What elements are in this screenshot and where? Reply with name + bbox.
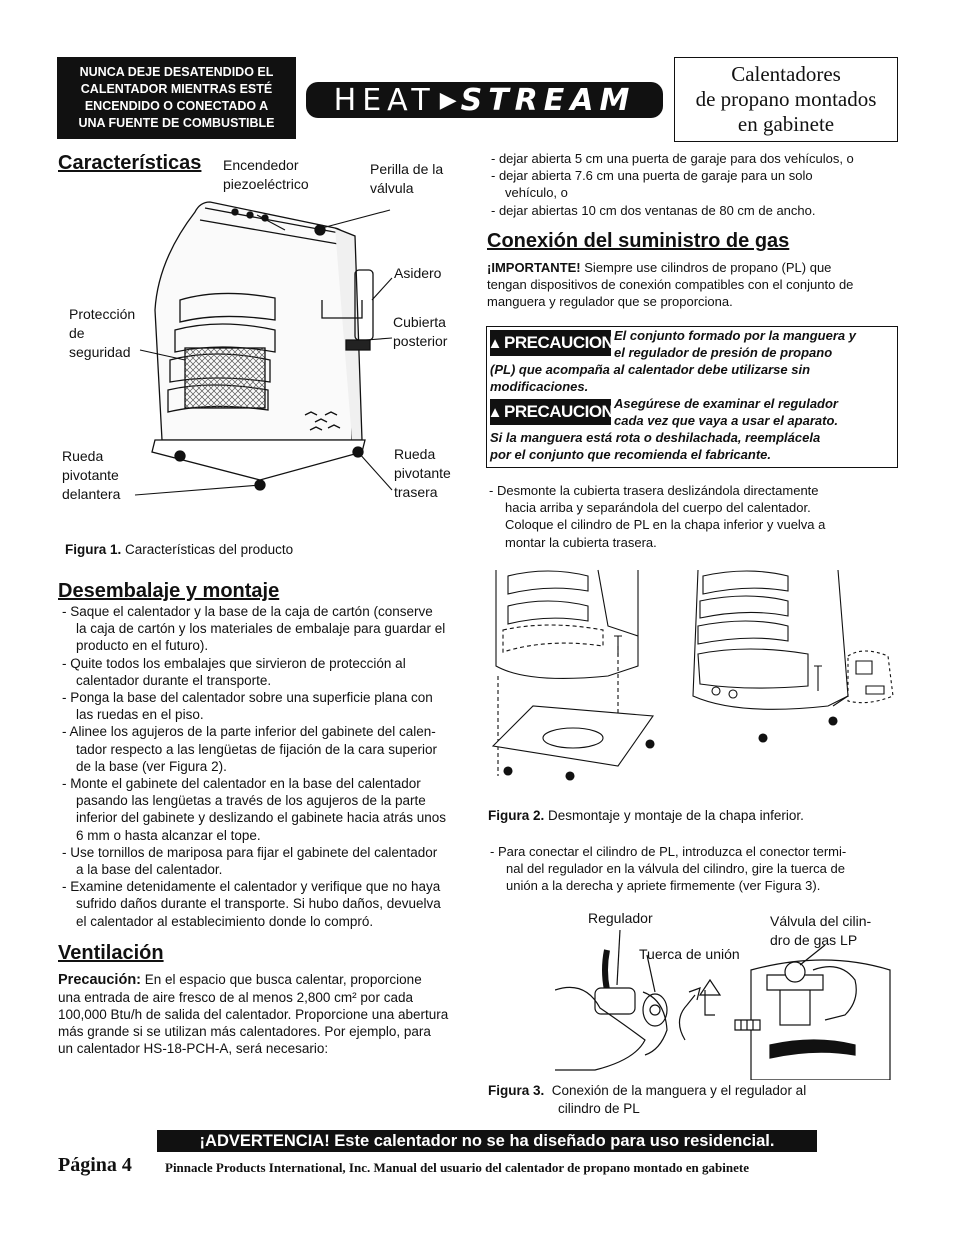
text-line: (PL) que acompaña al calentador debe utilizarse sin [490,362,811,377]
step2-text: - Para conectar el cilindro de PL, introduzca el conector termi- nal del regulador en la válvula del cilindro, gire la tuerca de unión a la derecha y apriete firmemente (ver Figura 3). [490,843,900,895]
text-line: nal del regulador en la válvula del cilindro, gire la tuerca de [506,861,845,877]
list-item-line: Saque el calentador y la base de la caja de cartón (conserve [70,604,433,619]
badge-text: PRECAUCION [504,402,614,421]
list-item-line: Examine detenidamente el calentador y verifique que no haya [70,879,441,895]
step1-text: - Desmonte la cubierta trasera deslizándola directamente hacia arriba y separándola del cuerpo del calentador. Coloque el cilindro de PL en la chapa inferior y vuelva a montar la cubierta trasera. [489,482,899,551]
list-item [56,878,476,930]
label-line: piezoeléctrico [223,176,309,192]
logo-text-stream: STREAM [460,82,636,118]
figure-label: Figura 3. [488,1083,545,1098]
text-line: Siempre use cilindros de propano (PL) que [584,260,832,275]
list-item-line: vehículo, o [505,185,568,201]
label-asidero: Asidero [394,265,442,281]
text-line: un calentador HS-18-PCH-A, será necesario: [58,1041,329,1056]
figure1-caption [65,542,293,557]
heater-illustration [100,190,400,510]
text-line: unión a la derecha y apriete firmemente (ver Figura 3). [506,878,821,894]
list-item [56,775,476,844]
list-item [56,689,476,723]
label-tuerca: Tuerca de unión [639,946,740,962]
list-item-line: dejar abierta 7.6 cm una puerta de garaje para un solo [498,168,813,184]
text-line: Desmonte la cubierta trasera deslizándola directamente [496,483,819,498]
page-number: Página 4 [58,1154,132,1176]
important-note [487,259,897,310]
figure3-illustration [555,930,895,1080]
figure2-illustration [488,566,900,788]
list-item-line: dejar abiertas 10 cm dos ventanas de 80 cm de ancho. [498,202,816,218]
heading-conexion: Conexión del suministro de gas [487,230,790,252]
caution1-top [614,327,856,361]
list-item [56,603,476,655]
list-item [56,723,476,775]
label-line: delantera [62,486,121,502]
list-item-line: Quite todos los embalajes que sirvieron de protección al [70,655,406,671]
figure-label: Figura 2. [488,808,545,823]
caution-lead: Precaución: [58,972,141,988]
title-line: de propano montados [695,87,877,111]
warning-triangle-icon: ▲ [487,334,503,352]
text-line: montar la cubierta trasera. [505,534,657,550]
list-item-line: a la base del calentador. [76,862,223,878]
residential-warning-bar: ¡ADVERTENCIA! Este calentador no se ha diseñado para uso residencial. [157,1130,817,1152]
precaucion-badge [487,330,614,356]
text-line: 100,000 Btu/h de salida del calentador. Proporcione una abertura [58,1007,449,1022]
list-item-line: producto en el futuro). [76,638,209,654]
text-line: tengan dispositivos de conexión compatibles con el conjunto de [487,277,854,292]
heading-desembalaje: Desembalaje y montaje [58,580,280,602]
caution2-bottom [490,429,820,463]
ventilation-options-list [485,150,905,219]
text-line: hacia arriba y separándola del cuerpo del calentador. [505,500,811,516]
precaucion-badge [487,399,614,425]
text-line: cada vez que vaya a usar el aparato. [614,413,839,428]
label-line: Cubierta [393,314,446,330]
logo-arrow-icon: ▶ [439,87,457,113]
figure3-caption [488,1082,806,1118]
text-line: Coloque el cilindro de PL en la chapa inferior y vuelva a [505,517,826,533]
text-line: modificaciones. [490,379,589,394]
badge-text: PRECAUCION [504,333,614,352]
list-item-line: dejar abierta 5 cm una puerta de garaje para dos vehículos, o [498,151,854,166]
document-title [674,57,898,142]
important-label: ¡IMPORTANTE! [487,260,581,275]
label-line: trasera [394,484,438,500]
label-encendedor [223,156,309,194]
title-line: en gabinete [737,112,835,136]
caution2-top [614,395,838,429]
logo-text-heat: HEAT [333,82,436,118]
list-item-line: las ruedas en el piso. [76,707,204,723]
caution-box [486,326,898,468]
figure2-caption [488,808,804,823]
text-line: más grande si se utilizan más calentadores. Por ejemplo, para [58,1024,431,1039]
title-line: Calentadores [731,62,841,86]
figure-caption-text: Desmontaje y montaje de la chapa inferior. [548,808,804,823]
text-line: el regulador de presión de propano [614,345,833,360]
text-line: una entrada de aire fresco de al menos 2,800 cm² por cada [58,990,413,1005]
list-item-line: inferior del gabinete y deslizando el gabinete hacia atrás unos [76,810,446,826]
list-item-line: tador respecto a las lengüetas de fijación de la cara superior [76,741,437,757]
warning-line: NUNCA DEJE DESATENDIDO EL [79,65,274,79]
warning-line: CALENTADOR MIENTRAS ESTÉ [80,82,273,96]
label-line: posterior [393,333,448,349]
list-item-line: Ponga la base del calentador sobre una superficie plana con [70,690,433,706]
list-item [485,202,905,219]
heatstream-logo [306,82,663,118]
label-rueda-trasera [394,445,451,502]
label-line: dro de gas LP [770,932,858,948]
list-item-line: el calentador al establecimiento donde lo compró. [76,913,374,929]
label-line: Protección [69,306,136,322]
figure-caption-text: Conexión de la manguera y el regulador al [551,1083,807,1098]
figure-caption-text: Características del producto [125,542,294,557]
list-item-line: Monte el gabinete del calentador en la base del calentador [70,776,421,792]
list-item [56,655,476,689]
list-item-line: sufrido daños durante el transporte. Si hubo daños, devuelva [76,896,441,912]
ventilacion-text [58,971,478,1057]
text-line: por el conjunto que recomienda el fabricante. [490,447,771,462]
safety-warning-box [57,57,296,139]
label-line: pivotante [62,467,119,483]
manual-footer: Pinnacle Products International, Inc. Manual del usuario del calentador de propano montado en gabinete [165,1160,749,1175]
list-item [485,167,905,201]
list-item-line: pasando las lengüetas a través de los agujeros de la parte [76,793,426,809]
heading-ventilacion: Ventilación [58,942,164,964]
label-line: Rueda [62,448,104,464]
label-line: pivotante [394,465,451,481]
text-line: Si la manguera está rota o deshilachada, reemplácela [490,430,821,445]
warning-line: UNA FUENTE DE COMBUSTIBLE [78,116,275,130]
label-line: Válvula del cilin- [770,913,872,929]
label-regulador: Regulador [588,910,653,926]
text-line: manguera y regulador que se proporciona. [487,294,733,309]
label-cubierta [393,313,447,351]
figure-caption-text: cilindro de PL [558,1101,640,1116]
list-item-line: Use tornillos de mariposa para fijar el gabinete del calentador [70,844,438,860]
desembalaje-list [56,603,476,930]
list-item-line: calentador durante el transporte. [76,672,272,688]
figure-label: Figura 1. [65,542,122,557]
label-line: Rueda [394,446,436,462]
label-line: seguridad [69,344,131,360]
list-item-line: la caja de cartón y los materiales de embalaje para guardar el [76,621,446,637]
caution1-bottom [490,361,810,395]
heading-caracteristicas: Características [58,152,202,174]
label-line: Perilla de la [370,161,444,177]
text-line: El conjunto formado por la manguera y [614,328,856,343]
list-item [485,150,905,167]
label-line: de [69,325,85,341]
list-item-line: Alinee los agujeros de la parte inferior del gabinete del calen- [69,724,436,740]
warning-triangle-icon: ▲ [487,403,503,421]
text-line: En el espacio que busca calentar, proporcione [144,972,422,987]
warning-line: ENCENDIDO O CONECTADO A [84,99,269,113]
text-line: Asegúrese de examinar el regulador [614,396,838,411]
text-line: Para conectar el cilindro de PL, introduzca el conector termi- [497,844,847,859]
list-item [56,844,476,878]
list-item-line: 6 mm o hasta alcanzar el tope. [76,827,261,843]
list-item-line: de la base (ver Figura 2). [76,758,227,774]
label-line: Encendedor [223,157,299,173]
label-line: válvula [370,180,414,196]
